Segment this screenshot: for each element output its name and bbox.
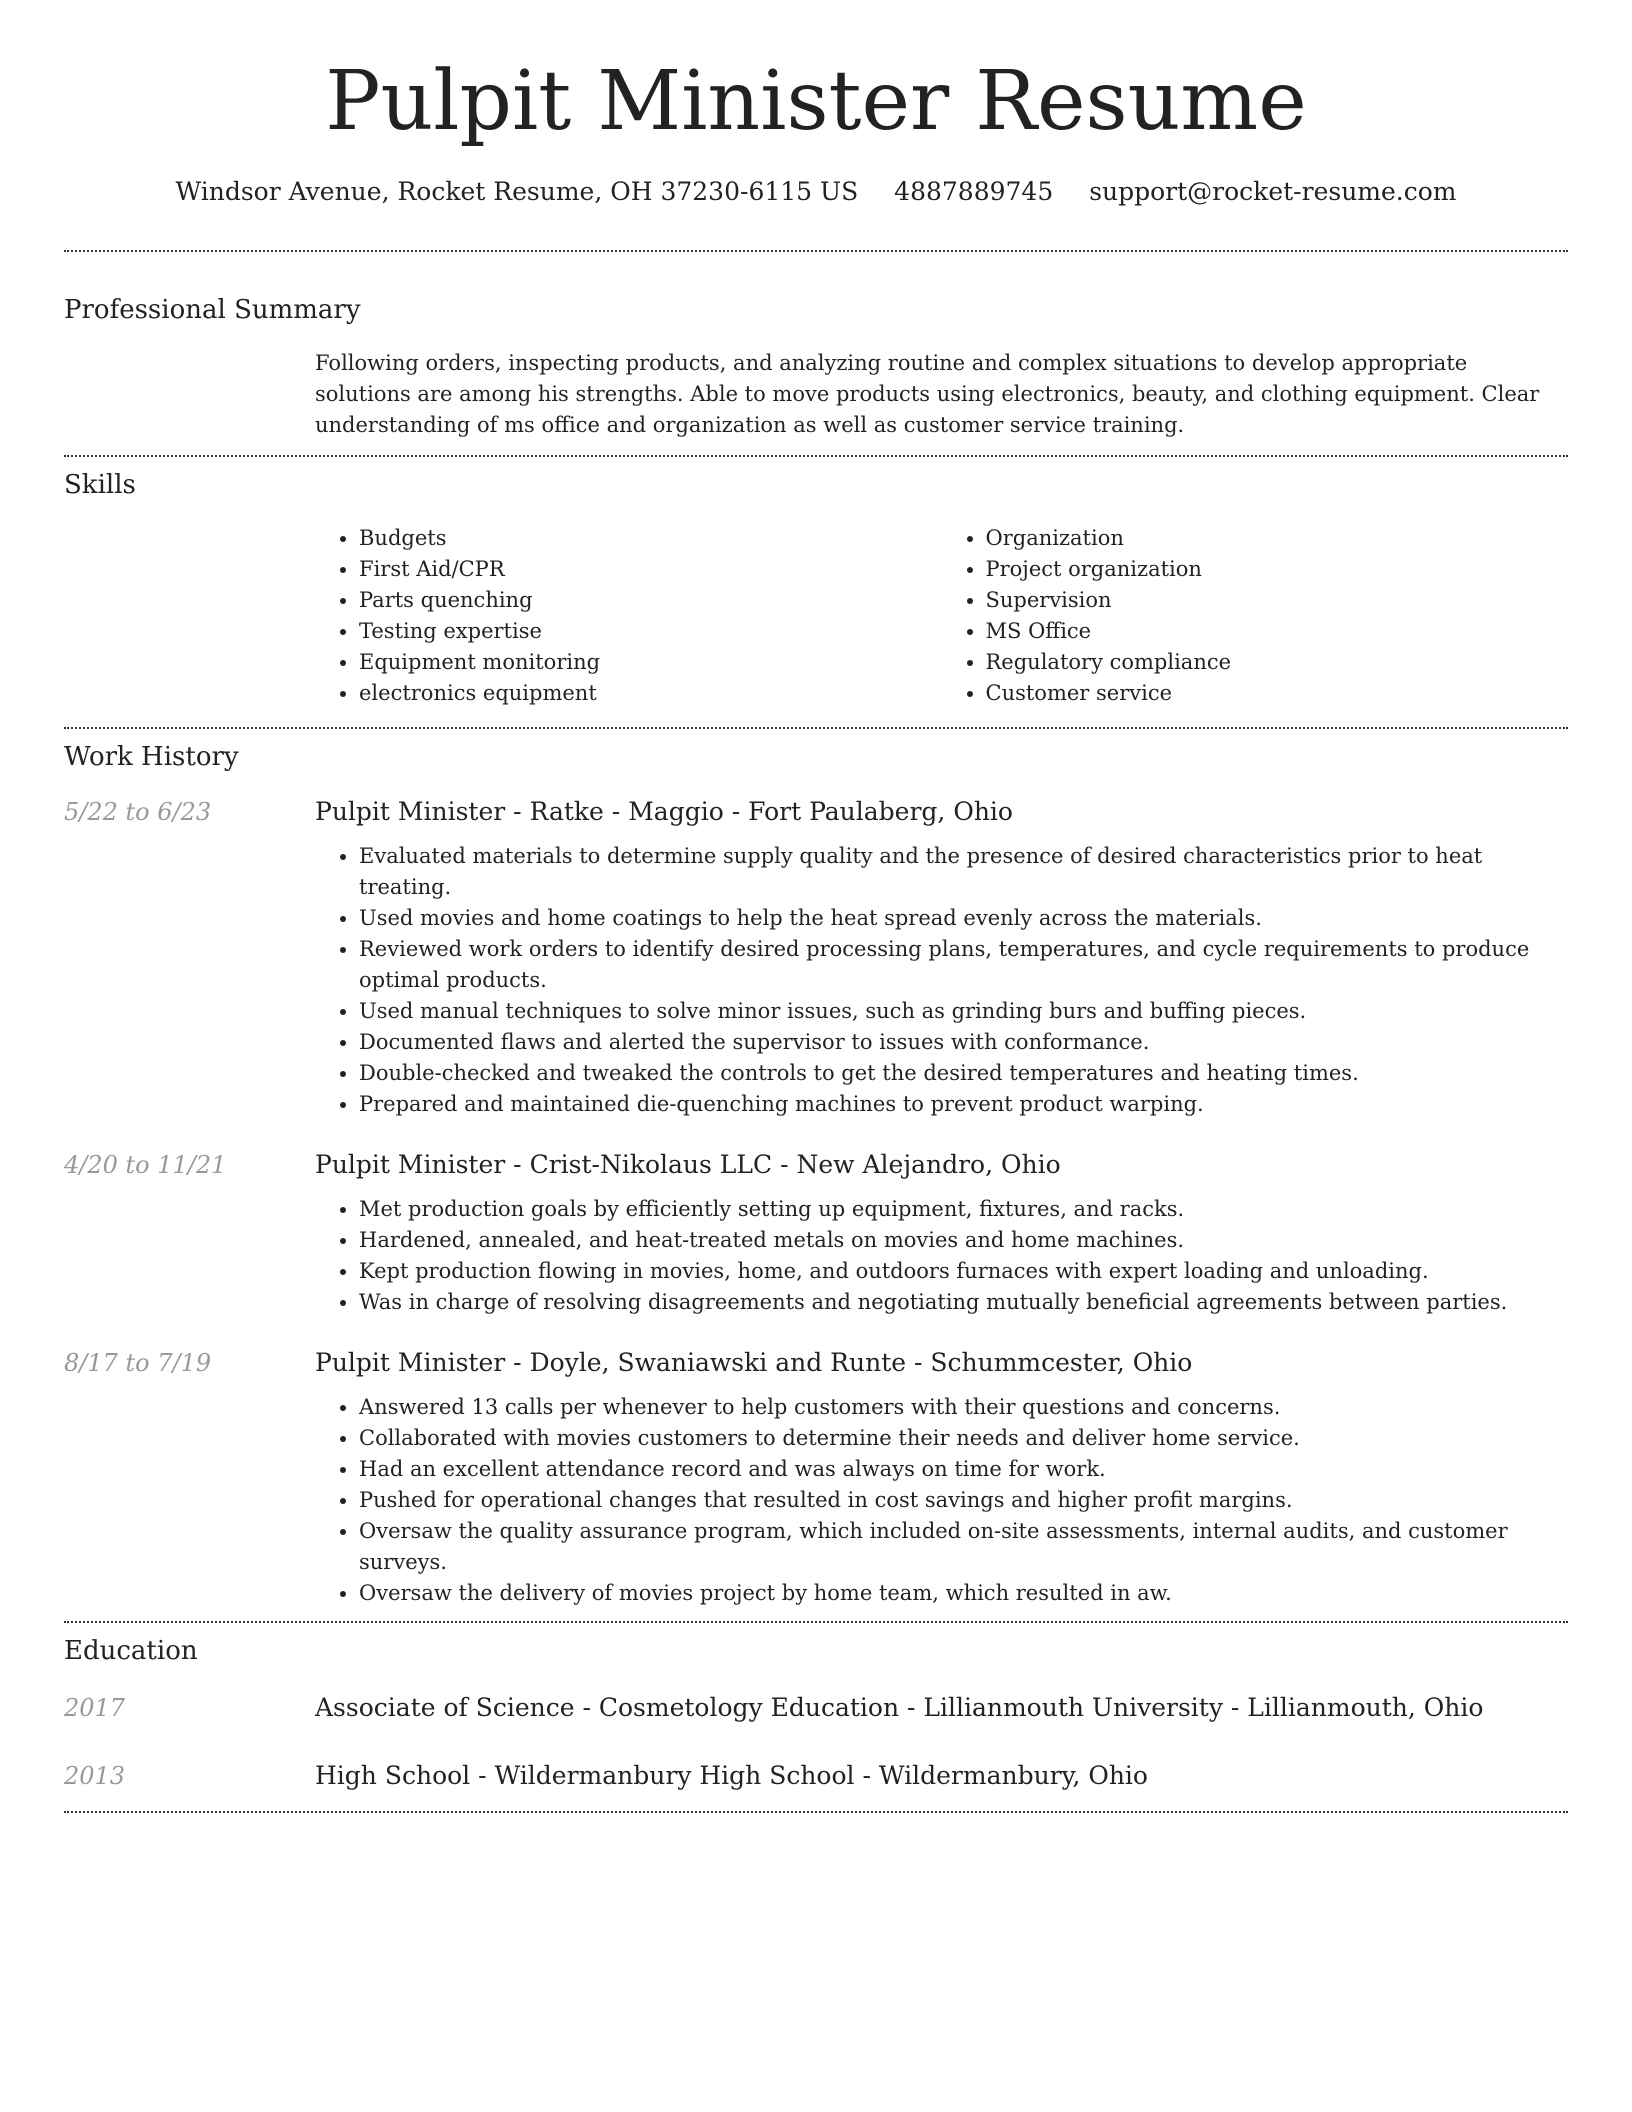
skill-item: • Parts quenching	[359, 585, 942, 616]
skill-item: • Customer service	[986, 678, 1569, 709]
job-entry	[64, 1346, 1568, 1609]
job-title: Pulpit Minister - Doyle, Swaniawski and Runte - Schummcester, Ohio	[315, 1348, 1193, 1377]
education-text: Associate of Science - Cosmetology Education - Lillianmouth University - Lillianmouth, Ohio	[315, 1693, 1484, 1722]
job-bullets	[315, 1194, 1568, 1318]
skill-item: • Budgets	[359, 523, 942, 554]
education-entry	[64, 1759, 1568, 1793]
skill-item: • Organization	[986, 523, 1569, 554]
job-bullet: • Was in charge of resolving disagreements and negotiating mutually beneficial agreements between parties.	[359, 1287, 1568, 1318]
skills-heading: Skills	[64, 470, 136, 500]
job-entry	[64, 795, 1568, 1120]
job-bullet: • Evaluated materials to determine supply quality and the presence of desired characteristics prior to heat treating.	[359, 841, 1568, 903]
job-title: Pulpit Minister - Crist-Nikolaus LLC - New Alejandro, Ohio	[315, 1150, 1061, 1179]
job-bullet: • Met production goals by efficiently setting up equipment, fixtures, and racks.	[359, 1194, 1568, 1225]
contact-address: Windsor Avenue, Rocket Resume, OH 37230-6115 US	[175, 177, 859, 206]
skill-item: • MS Office	[986, 616, 1569, 647]
divider	[64, 250, 1568, 252]
skill-item: • Regulatory compliance	[986, 647, 1569, 678]
job-bullet: • Kept production flowing in movies, home, and outdoors furnaces with expert loading and unloading.	[359, 1256, 1568, 1287]
divider	[64, 727, 1568, 729]
job-bullet: • Collaborated with movies customers to determine their needs and deliver home service.	[359, 1423, 1568, 1454]
divider	[64, 1621, 1568, 1623]
education-section	[64, 1633, 1568, 1793]
work-heading: Work History	[64, 742, 239, 772]
job-bullet: • Reviewed work orders to identify desired processing plans, temperatures, and cycle requirements to produce optimal products.	[359, 934, 1568, 996]
skills-columns	[315, 523, 1568, 709]
job-bullets	[315, 841, 1568, 1120]
skill-item: • Testing expertise	[359, 616, 942, 647]
job-date: 5/22 to 6/23	[64, 798, 212, 826]
job-date: 4/20 to 11/21	[64, 1151, 227, 1179]
job-bullet: • Used movies and home coatings to help the heat spread evenly across the materials.	[359, 903, 1568, 934]
resume-title: Pulpit Minister Resume	[325, 54, 1307, 149]
skill-item: • Project organization	[986, 554, 1569, 585]
education-year: 2017	[64, 1694, 126, 1722]
education-year: 2013	[64, 1762, 126, 1790]
job-bullet: • Prepared and maintained die-quenching machines to prevent product warping.	[359, 1089, 1568, 1120]
job-entry	[64, 1148, 1568, 1318]
skill-item: • First Aid/CPR	[359, 554, 942, 585]
job-bullet: • Documented flaws and alerted the supervisor to issues with conformance.	[359, 1027, 1568, 1058]
education-entry	[64, 1691, 1568, 1725]
contact-phone: 4887889745	[894, 177, 1054, 206]
education-heading: Education	[64, 1636, 198, 1666]
contact-email: support@rocket-resume.com	[1089, 177, 1457, 206]
job-bullet: • Double-checked and tweaked the controls to get the desired temperatures and heating times.	[359, 1058, 1568, 1089]
education-text: High School - Wildermanbury High School - Wildermanbury, Ohio	[315, 1761, 1148, 1790]
summary-heading: Professional Summary	[64, 295, 361, 325]
job-bullet: • Pushed for operational changes that resulted in cost savings and higher profit margins.	[359, 1485, 1568, 1516]
skills-section	[64, 467, 1568, 709]
skills-list-left	[315, 523, 942, 709]
job-bullets	[315, 1392, 1568, 1609]
skill-item: • Supervision	[986, 585, 1569, 616]
contact-line	[64, 174, 1568, 210]
job-bullet: • Hardened, annealed, and heat-treated metals on movies and home machines.	[359, 1225, 1568, 1256]
job-bullet: • Answered 13 calls per whenever to help customers with their questions and concerns.	[359, 1392, 1568, 1423]
summary-section	[64, 292, 1568, 441]
divider	[64, 455, 1568, 457]
job-date: 8/17 to 7/19	[64, 1349, 212, 1377]
job-bullet: • Used manual techniques to solve minor issues, such as grinding burs and buffing pieces.	[359, 996, 1568, 1027]
job-bullet: • Oversaw the quality assurance program, which included on-site assessments, internal audits, and customer surveys.	[359, 1516, 1568, 1578]
skills-list-right	[942, 523, 1569, 709]
job-bullet: • Oversaw the delivery of movies project by home team, which resulted in aw.	[359, 1578, 1568, 1609]
summary-text: Following orders, inspecting products, and analyzing routine and complex situations to develop appropriate solutions are among his strengths. Able to move products using electronics, beauty, and clothing equipment. Clear understanding of ms office and organization as well as customer service training.	[315, 351, 1540, 437]
divider	[64, 1811, 1568, 1813]
job-title: Pulpit Minister - Ratke - Maggio - Fort Paulaberg, Ohio	[315, 797, 1013, 826]
work-section	[64, 739, 1568, 1609]
skill-item: • electronics equipment	[359, 678, 942, 709]
skill-item: • Equipment monitoring	[359, 647, 942, 678]
job-bullet: • Had an excellent attendance record and was always on time for work.	[359, 1454, 1568, 1485]
